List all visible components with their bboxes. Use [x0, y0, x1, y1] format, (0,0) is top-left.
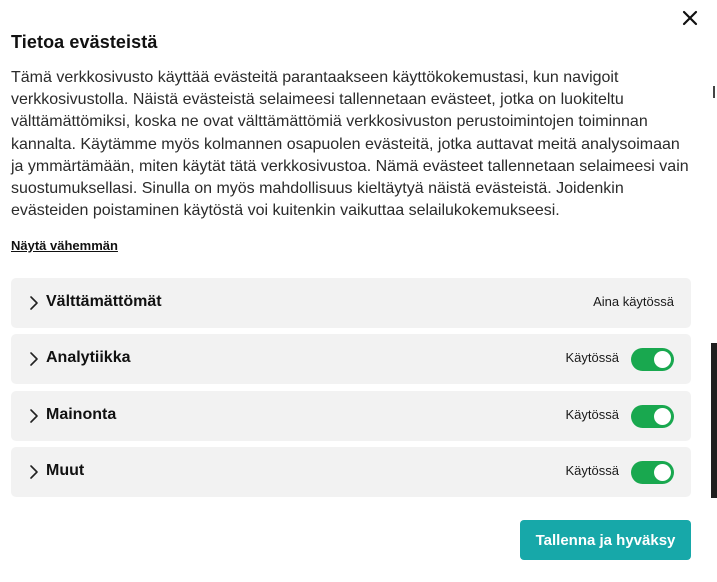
save-and-accept-button[interactable]: Tallenna ja hyväksy	[520, 520, 691, 560]
chevron-right-icon	[29, 408, 39, 424]
category-label: Muut	[46, 462, 85, 479]
category-label: Mainonta	[46, 406, 117, 423]
background-page-glyph	[713, 86, 717, 98]
toggle-knob	[654, 351, 671, 368]
dialog-description: Tämä verkkosivusto käyttää evästeitä parantaakseen käyttökokemustasi, kun navigoit verkkosivustolla. Näistä evästeistä selaimeesi tallennetaan evästeet, jotka on luokiteltu välttämättömiksi, koska ne ovat välttämättömiä verkkosivuston perustoimintojen toiminnan kannalta. Käytämme myös kolmannen osapuolen evästeitä, jotka auttavat meitä analysoimaan ja ymmärtämään, miten käytät tätä verkkosivustoa. Nämä evästeet tallennetaan selaimeesi vain suostumuksellasi. Sinulla on myös mahdollisuus kieltäytyä näistä evästeistä. Joidenkin evästeiden poistaminen käytöstä voi kuitenkin vaikuttaa selailukokemukseesi.	[11, 69, 689, 220]
category-status: Käytössä	[565, 463, 619, 478]
category-label: Välttämättömät	[46, 293, 162, 310]
show-less-link[interactable]: Näytä vähemmän	[11, 238, 118, 253]
category-label: Analytiikka	[46, 349, 131, 366]
category-status: Käytössä	[565, 350, 619, 365]
analytics-toggle[interactable]	[631, 348, 674, 371]
chevron-right-icon	[29, 351, 39, 367]
category-necessary[interactable]	[11, 278, 691, 328]
category-other[interactable]	[11, 447, 691, 497]
advertising-toggle[interactable]	[631, 405, 674, 428]
category-status: Käytössä	[565, 407, 619, 422]
toggle-knob	[654, 464, 671, 481]
category-analytics[interactable]	[11, 334, 691, 384]
background-page-dark-block	[711, 343, 717, 498]
toggle-knob	[654, 408, 671, 425]
close-button[interactable]	[678, 6, 702, 30]
dialog-title: Tietoa evästeistä	[11, 32, 158, 52]
close-icon	[678, 6, 702, 30]
chevron-right-icon	[29, 464, 39, 480]
chevron-right-icon	[29, 295, 39, 311]
category-advertising[interactable]	[11, 391, 691, 441]
other-toggle[interactable]	[631, 461, 674, 484]
category-status: Aina käytössä	[593, 294, 674, 309]
